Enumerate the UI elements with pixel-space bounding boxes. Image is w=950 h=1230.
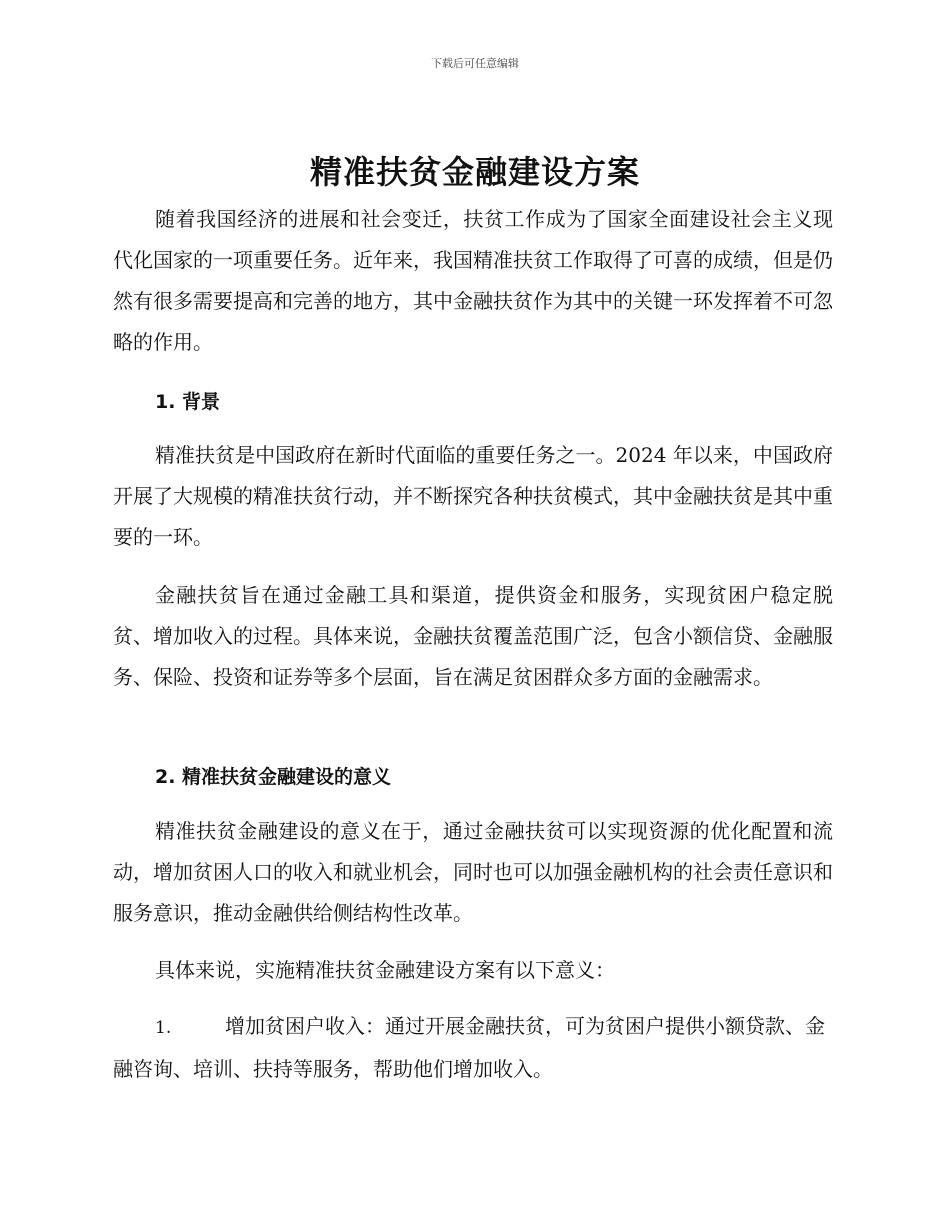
header-note: 下载后可任意编辑 [431, 57, 519, 70]
intro-paragraph: 随着我国经济的进展和社会变迁，扶贫工作成为了国家全面建设社会主义现代化国家的一项重要任务。近年来，我国精准扶贫工作取得了可喜的成绩，但是仍然有很多需要提高和完善的地方，其中金融扶贫作为其中的关键一环发挥着不可忽略的作用。 [113, 207, 833, 354]
section-2-heading: 2. 精准扶贫金融建设的意义 [155, 766, 392, 788]
section-1-paragraph-2: 金融扶贫旨在通过金融工具和渠道，提供资金和服务，实现贫困户稳定脱贫、增加收入的过程。具体来说，金融扶贫覆盖范围广泛，包含小额信贷、金融服务、保险、投资和证券等多个层面，旨在满足贫困群众多方面的金融需求。 [113, 583, 833, 689]
list-item-text: 增加贫困户收入：通过开展金融扶贫，可为贫困户提供小额贷款、金融咨询、培训、扶持等服务，帮助他们增加收入。 [113, 1014, 825, 1081]
section-2-paragraph-2: 具体来说，实施精准扶贫金融建设方案有以下意义： [155, 958, 615, 982]
section-1-heading: 1. 背景 [155, 391, 221, 413]
section-1-paragraph-1: 精准扶贫是中国政府在新时代面临的重要任务之一。2024 年以来，中国政府开展了大规模的精准扶贫行动，并不断探究各种扶贫模式，其中金融扶贫是其中重要的一环。 [113, 443, 833, 549]
section-2-paragraph-1: 精准扶贫金融建设的意义在于，通过金融扶贫可以实现资源的优化配置和流动，增加贫困人口的收入和就业机会，同时也可以加强金融机构的社会责任意识和服务意识，推动金融供给侧结构性改革。 [113, 819, 833, 925]
list-item-number: 1. [155, 1018, 172, 1038]
list-item [113, 1006, 833, 1090]
document-title: 精准扶贫金融建设方案 [309, 153, 640, 191]
